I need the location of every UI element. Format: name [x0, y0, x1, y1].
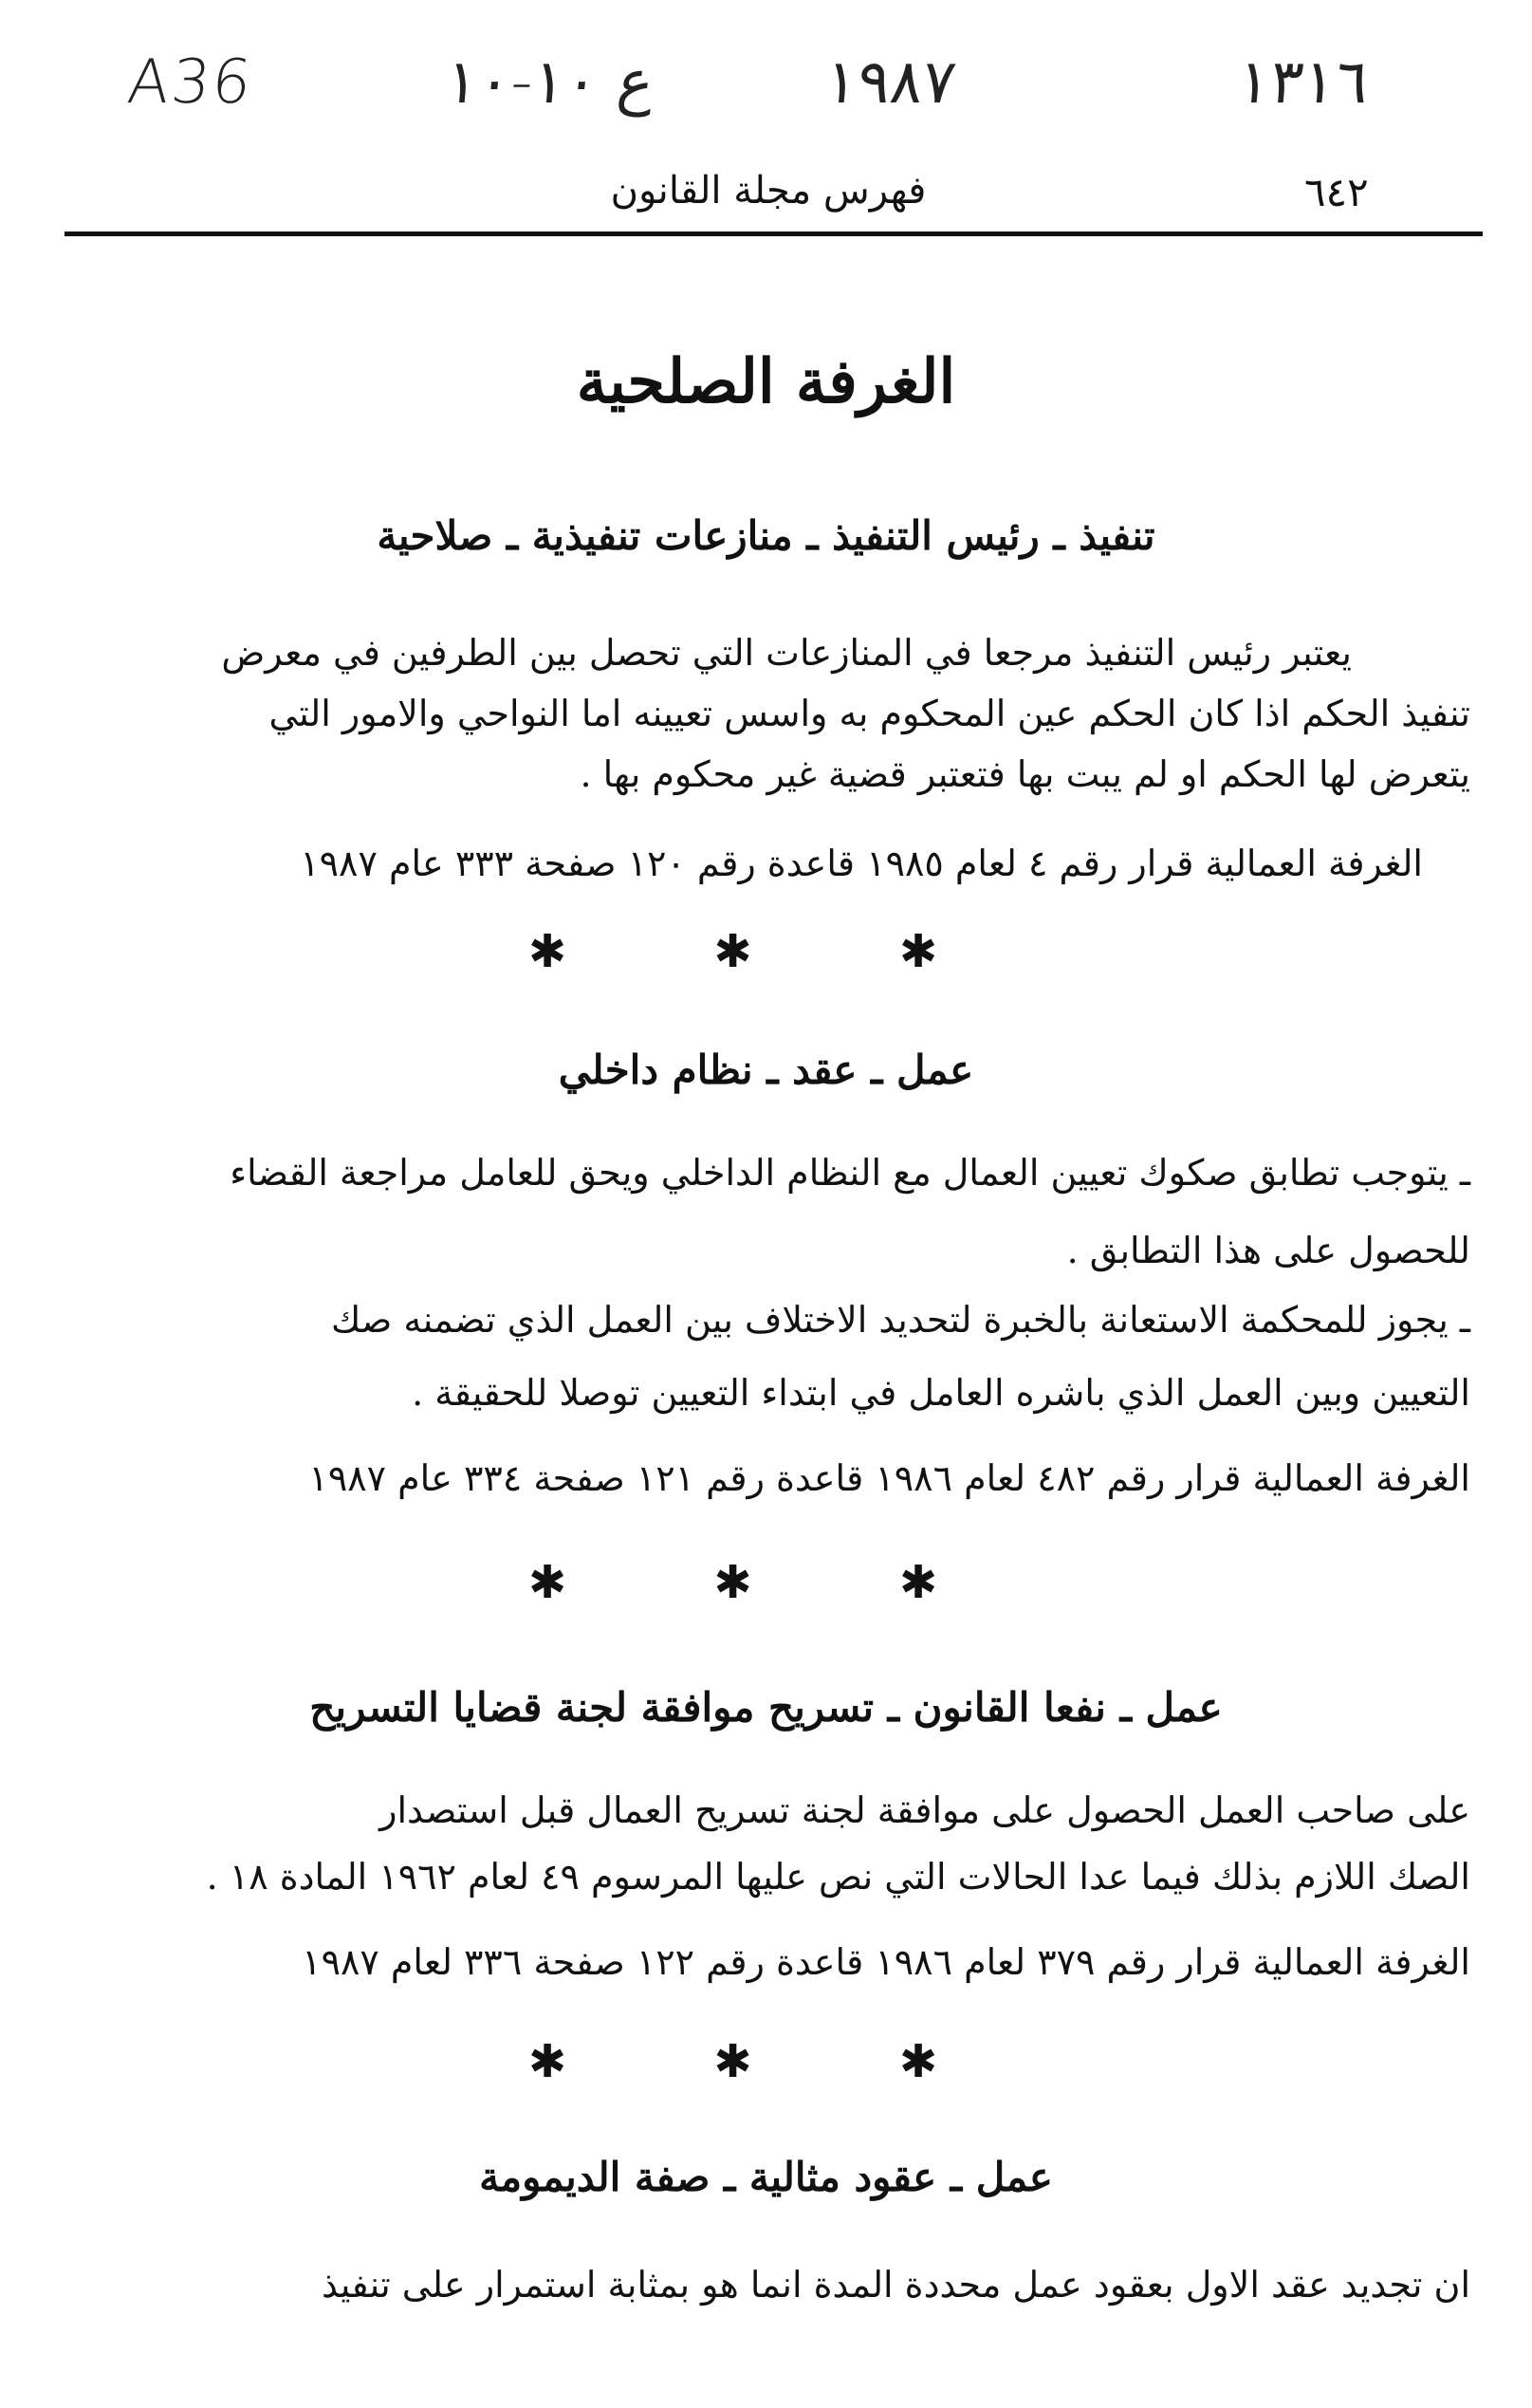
entry-line: على صاحب العمل الحصول على موافقة لجنة تسريح العمال قبل استصدار — [379, 1789, 1470, 1831]
entry-heading: عمل ـ عقد ـ نظام داخلي — [558, 1047, 974, 1093]
handwritten-mark: ع ١٠-١٠ — [442, 47, 658, 118]
section-separator: ✱ ✱ ✱ — [527, 2035, 1005, 2088]
entry-line: ـ يتوجب تطابق صكوك تعيين العمال مع النظام الداخلي ويحق للعامل مراجعة القضاء — [230, 1152, 1470, 1194]
entry-heading: تنفيذ ـ رئيس التنفيذ ـ منازعات تنفيذية ـ صلاحية — [377, 512, 1155, 559]
section-separator: ✱ ✱ ✱ — [527, 1556, 1005, 1609]
entry-line: ان تجديد عقد الاول بعقود عمل محددة المدة انما هو بمثابة استمرار على تنفيذ — [321, 2264, 1470, 2306]
entry-citation: الغرفة العمالية قرار رقم ٤٨٢ لعام ١٩٨٦ قاعدة رقم ١٢١ صفحة ٣٣٤ عام ١٩٨٧ — [308, 1457, 1470, 1499]
handwritten-mark: ١٩٨٧ — [821, 47, 960, 118]
section-title: الغرفة الصلحية — [576, 346, 956, 417]
entry-line: التعيين وبين العمل الذي باشره العامل في ابتداء التعيين توصلا للحقيقة . — [412, 1372, 1470, 1414]
running-header-title: فهرس مجلة القانون — [610, 169, 927, 213]
page-number: ٦٤٢ — [1304, 169, 1369, 215]
entry-line: الصك اللازم بذلك فيما عدا الحالات التي نص عليها المرسوم ٤٩ لعام ١٩٦٢ المادة ١٨ . — [206, 1856, 1470, 1898]
entry-citation: الغرفة العمالية قرار رقم ٤ لعام ١٩٨٥ قاعدة رقم ١٢٠ صفحة ٣٣٣ عام ١٩٨٧ — [300, 843, 1423, 884]
section-separator: ✱ ✱ ✱ — [527, 925, 1005, 978]
entry-line: للحصول على هذا التطابق . — [1066, 1230, 1470, 1271]
entry-line: ـ يجوز للمحكمة الاستعانة بالخبرة لتحديد الاختلاف بين العمل الذي تضمنه صك — [330, 1299, 1470, 1341]
entry-heading: عمل ـ نفعا القانون ـ تسريح موافقة لجنة قضايا التسريح — [309, 1684, 1223, 1731]
header-rule — [65, 232, 1483, 236]
entry-line: تنفيذ الحكم اذا كان الحكم عين المحكوم به واسس تعيينه اما النواحي والامور التي — [268, 693, 1470, 734]
entry-line: يتعرض لها الحكم او لم يبت بها فتعتبر قضية غير محكوم بها . — [580, 753, 1470, 795]
entry-citation: الغرفة العمالية قرار رقم ٣٧٩ لعام ١٩٨٦ قاعدة رقم ١٢٢ صفحة ٣٣٦ لعام ١٩٨٧ — [302, 1941, 1470, 1983]
handwritten-mark: ١٣١٦ — [1234, 47, 1373, 118]
handwritten-mark: A36 — [124, 47, 257, 118]
entry-line: يعتبر رئيس التنفيذ مرجعا في المنازعات التي تحصل بين الطرفين في معرض — [221, 632, 1352, 674]
entry-heading: عمل ـ عقود مثالية ـ صفة الديمومة — [479, 2154, 1053, 2200]
